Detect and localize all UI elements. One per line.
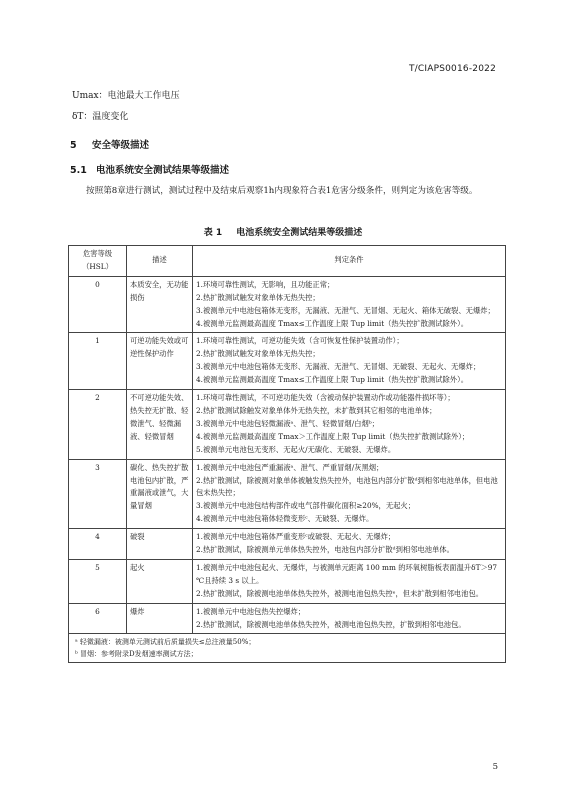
- table-row: [69, 559, 506, 603]
- table-row: [69, 529, 506, 560]
- criterion-item: 2.热扩散测试，除被测对象单体被触发热失控外，电池包内部分扩散ᵈ到相邻电池单体，但电池包未热失控；: [196, 475, 498, 498]
- criterion-item: 5.被测单元电池包无变形、无起火/无碳化、无破裂、无爆炸。: [196, 444, 396, 454]
- page-number: 5: [492, 762, 498, 772]
- header-level: 危害等级（HSL）: [69, 246, 127, 277]
- criterion-item: 4.被测单元监测最高温度 Tmax＞工作温度上限 Tup limit（热失控扩散测试除外）；: [196, 431, 470, 441]
- criterion-item: 4.被测单元监测最高温度 Tmax≤工作温度上限 Tup limit（热失控扩散测试除外）。: [196, 375, 469, 385]
- subsection-heading: [70, 162, 229, 176]
- description-cell: 本质安全，无功能损伤: [127, 276, 193, 333]
- subsection-title: 电池系统安全测试结果等级描述: [96, 165, 230, 176]
- criterion-item: 2.热扩散测试，除被测单元单体热失控外，电池包内部分扩散ᵈ到相邻电池单体。: [196, 545, 454, 555]
- criterion-item: 2.热扩散测试触发对象单体无热失控；: [196, 292, 320, 302]
- definition-umax: [72, 88, 180, 101]
- subsection-number: 5.1: [70, 165, 87, 176]
- definition-text: 温度变化: [92, 112, 129, 122]
- criteria-cell: [193, 559, 506, 603]
- body-paragraph: 按照第8章进行测试，测试过程中及结束后观察1h内现象符合表1危害分级条件，则判定为该危害等级。: [86, 186, 478, 196]
- table-footnote-row: [69, 634, 506, 663]
- definition-symbol: Umax：: [72, 91, 108, 101]
- criterion-item: 2.热扩散测试，除被测电池单体热失控外，被测电池包热失控，扩散到相邻电池包。: [196, 619, 466, 629]
- section-number: 5: [70, 140, 77, 151]
- criterion-item: 2.热扩散测试除触发对象单体外无热失控，未扩散到其它相邻的电池单体；: [196, 405, 437, 415]
- table-caption: [0, 225, 566, 238]
- criterion-item: 1.被测单元中电池包起火、无爆炸，与被测单元距离 100 mm 的环氧树脂板表面温升δT＞97 ℃且持续 3 s 以上。: [196, 562, 498, 585]
- criterion-item: 1.环境可靠性测试，无影响，且功能正常；: [196, 279, 335, 289]
- table-row: [69, 390, 506, 460]
- criteria-cell: [193, 603, 506, 634]
- criteria-cell: [193, 529, 506, 560]
- footnote: ᵃ 轻微漏液：被测单元测试前后质量损失≤总注液量50%；: [75, 638, 256, 647]
- definition-text: 电池最大工作电压: [107, 91, 180, 101]
- hazard-level-cell: 3: [69, 459, 127, 529]
- criteria-cell: [193, 459, 506, 529]
- definition-delta-t: [72, 109, 128, 122]
- criterion-item: 1.环境可靠性测试，不可逆功能失效（含被动保护装置动作或功能器件损坏等）；: [196, 393, 455, 403]
- criteria-cell: [193, 390, 506, 460]
- criterion-item: 2.热扩散测试触发对象单体无热失控；: [196, 349, 320, 359]
- description-cell: 起火: [127, 559, 193, 603]
- hazard-level-cell: 4: [69, 529, 127, 560]
- table-caption-number: 表 1: [203, 228, 223, 238]
- description-cell: 可逆功能失效或可逆性保护动作: [127, 333, 193, 390]
- criterion-item: 2.热扩散测试，除被测电池单体热失控外，被测电池包热失控ᵉ，但未扩散到相邻电池包。: [196, 588, 484, 598]
- criterion-item: 3.被测单元中电池包结构部件或电气部件碳化面积≥20%，无起火；: [196, 501, 416, 511]
- criterion-item: 3.被测单元中电池包轻微漏液ᵃ、泄气、轻微冒烟/白烟ᵇ；: [196, 418, 379, 428]
- safety-level-table: [68, 245, 506, 663]
- criterion-item: 1.环境可靠性测试，可逆功能失效（含可恢复性保护装置动作）；: [196, 336, 404, 346]
- hazard-level-cell: 5: [69, 559, 127, 603]
- criterion-item: 3.被测单元中电池包箱体无变形、无漏液、无泄气、无冒烟、无破裂、无起火、无爆炸；: [196, 362, 481, 372]
- footnote: ᵇ 冒烟：参考附录D发烟速率测试方法；: [75, 650, 198, 659]
- criteria-cell: [193, 333, 506, 390]
- table-row: [69, 459, 506, 529]
- criterion-item: 1.被测单元中电池包严重漏液ᵃ、泄气、严重冒烟/灰黑烟；: [196, 462, 384, 472]
- table-row: [69, 603, 506, 634]
- hazard-level-cell: 6: [69, 603, 127, 634]
- hazard-level-cell: 0: [69, 276, 127, 333]
- criterion-item: 1.被测单元中电池包箱体严重变形ᶜ或破裂、无起火、无爆炸；: [196, 532, 396, 542]
- table-row: [69, 333, 506, 390]
- criterion-item: 4.被测单元监测最高温度 Tmax≤工作温度上限 Tup limit（热失控扩散测试除外）。: [196, 318, 469, 328]
- standard-number: T/CIAPS0016-2022: [408, 64, 496, 74]
- description-cell: 不可逆功能失效、热失控无扩散、轻微泄气、轻微漏液、轻微冒烟: [127, 390, 193, 460]
- criteria-cell: [193, 276, 506, 333]
- criterion-item: 1.被测单元中电池包热失控爆炸；: [196, 606, 306, 616]
- criterion-item: 4.被测单元中电池包箱体轻微变形ᶜ、无破裂、无爆炸。: [196, 514, 374, 524]
- description-cell: 破裂: [127, 529, 193, 560]
- definition-symbol: δT：: [72, 112, 93, 122]
- header-criteria: 判定条件: [193, 246, 506, 277]
- description-cell: 爆炸: [127, 603, 193, 634]
- header-description: 描述: [127, 246, 193, 277]
- table-footnotes: [69, 634, 506, 663]
- table-caption-title: 电池系统安全测试结果等级描述: [236, 228, 363, 238]
- section-title: 安全等级描述: [92, 140, 150, 151]
- hazard-level-cell: 1: [69, 333, 127, 390]
- section-heading: [70, 137, 149, 151]
- criterion-item: 3.被测单元中电池包箱体无变形，无漏液、无泄气、无冒烟、无起火、箱体无破裂、无爆炸；: [196, 305, 495, 315]
- description-cell: 碳化、热失控扩散电池包内扩散，严重漏液或泄气，大量冒烟: [127, 459, 193, 529]
- hazard-level-cell: 2: [69, 390, 127, 460]
- table-row: [69, 276, 506, 333]
- table-header-row: [69, 246, 506, 277]
